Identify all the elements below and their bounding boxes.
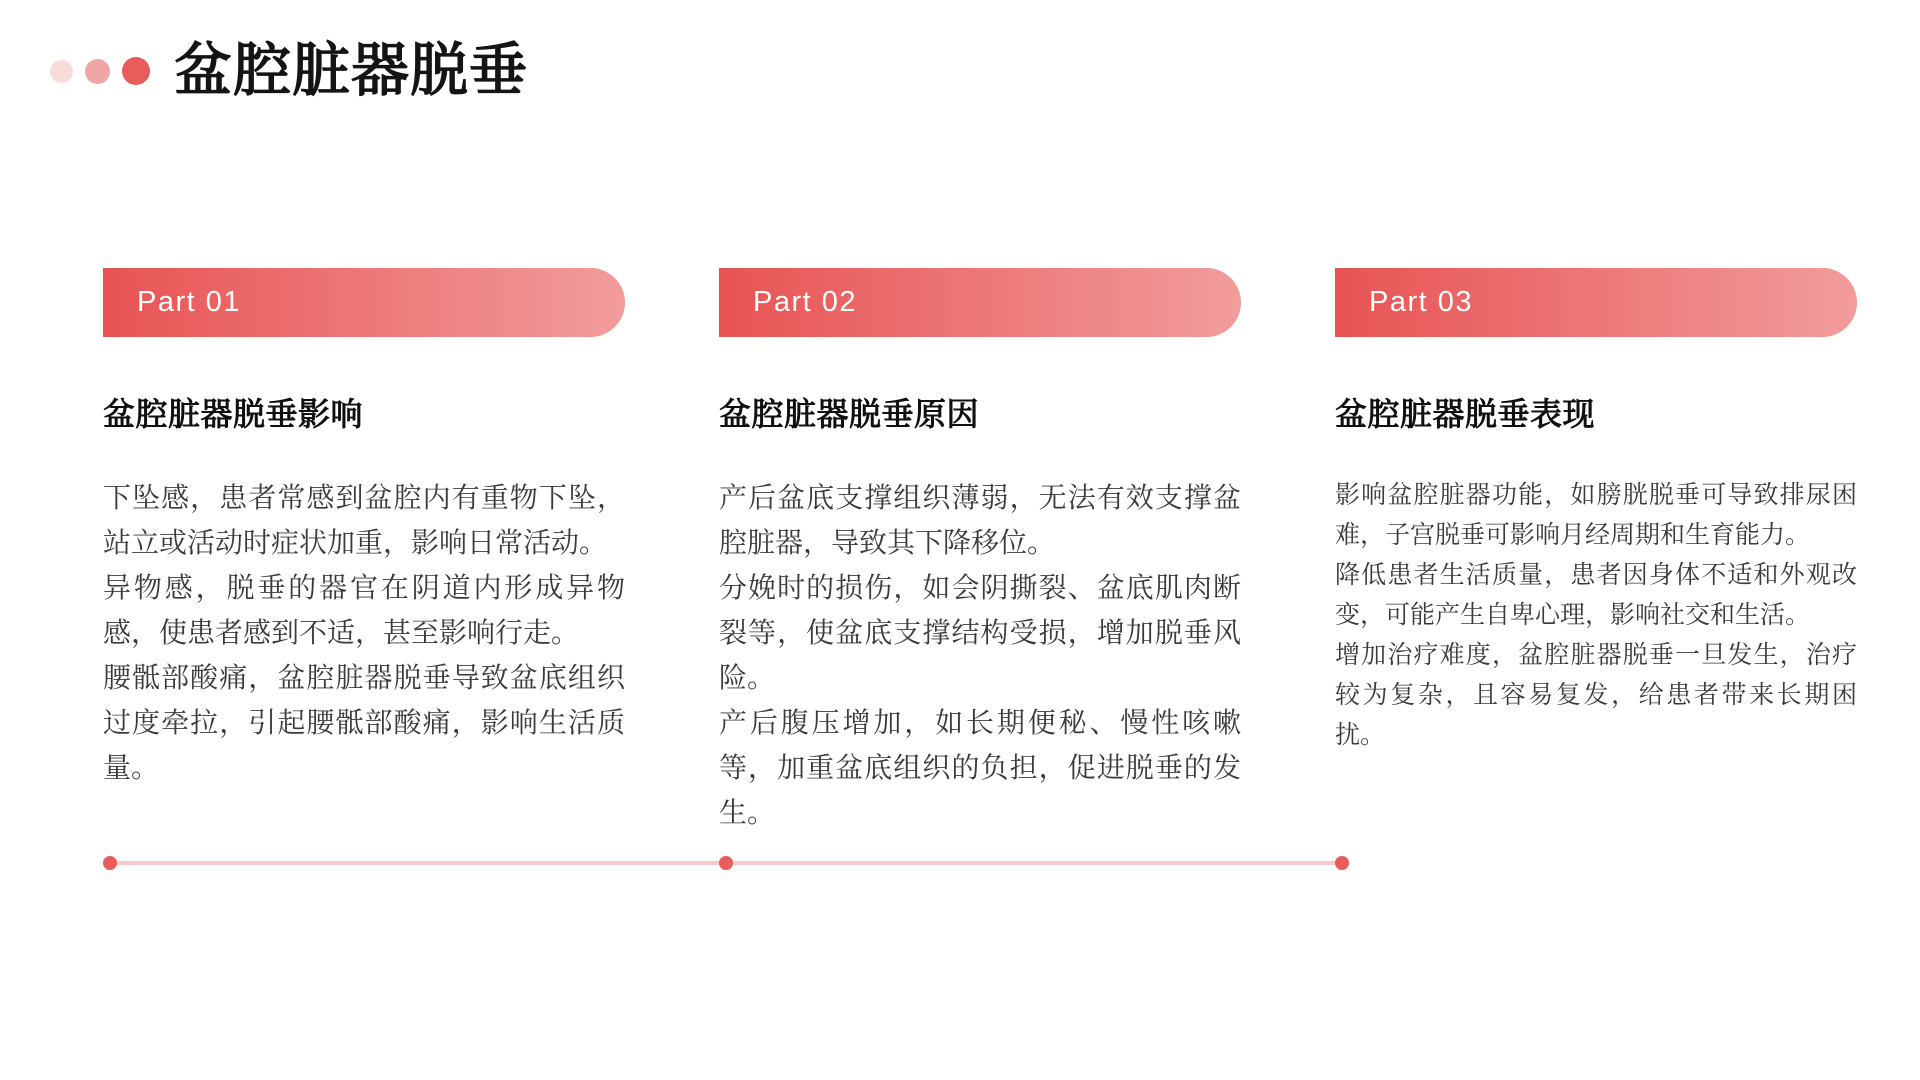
timeline: [103, 856, 1353, 870]
column-2-heading: 盆腔脏器脱垂原因: [719, 396, 980, 432]
column-1-heading: 盆腔脏器脱垂影响: [103, 396, 364, 432]
column-1-paragraph: 异物感，脱垂的器官在阴道内形成异物感，使患者感到不适，甚至影响行走。: [103, 572, 625, 648]
column-part-03: [1335, 268, 1857, 835]
timeline-dot-icon: [1335, 856, 1349, 870]
column-2-body: [719, 475, 1241, 835]
column-2-paragraph: 分娩时的损伤，如会阴撕裂、盆底肌肉断裂等，使盆底支撑结构受损，增加脱垂风险。: [719, 572, 1241, 693]
timeline-dot-icon: [719, 856, 733, 870]
timeline-dot-icon: [103, 856, 117, 870]
column-2-paragraph: 产后盆底支撑组织薄弱，无法有效支撑盆腔脏器，导致其下降移位。: [719, 482, 1241, 558]
column-3-body: [1335, 475, 1857, 755]
decor-dot-icon: [122, 57, 150, 85]
column-part-01: [103, 268, 625, 835]
page-title: 盆腔脏器脱垂: [174, 38, 529, 103]
part-01-label: Part 01: [137, 286, 241, 318]
column-3-paragraph: 影响盆腔脏器功能，如膀胱脱垂可导致排尿困难，子宫脱垂可影响月经周期和生育能力。: [1335, 481, 1857, 549]
decor-dot-icon: [50, 60, 73, 83]
decor-dots: [50, 57, 150, 85]
part-01-banner: [103, 268, 625, 337]
column-2-paragraph: 产后腹压增加，如长期便秘、慢性咳嗽等，加重盆底组织的负担，促进脱垂的发生。: [719, 707, 1241, 828]
part-02-label: Part 02: [753, 286, 857, 318]
decor-dot-icon: [85, 59, 110, 84]
column-1-paragraph: 腰骶部酸痛，盆腔脏器脱垂导致盆底组织过度牵拉，引起腰骶部酸痛，影响生活质量。: [103, 662, 625, 783]
column-1-body: [103, 475, 625, 790]
content-columns: [103, 268, 1857, 835]
column-3-paragraph: 降低患者生活质量，患者因身体不适和外观改变，可能产生自卑心理，影响社交和生活。: [1335, 561, 1857, 629]
column-part-02: [719, 268, 1241, 835]
slide-header: [50, 36, 528, 106]
column-3-heading: 盆腔脏器脱垂表现: [1335, 396, 1596, 432]
column-1-paragraph: 下坠感，患者常感到盆腔内有重物下坠，站立或活动时症状加重，影响日常活动。: [103, 482, 625, 558]
part-02-banner: [719, 268, 1241, 337]
column-3-paragraph: 增加治疗难度，盆腔脏器脱垂一旦发生，治疗较为复杂，且容易复发，给患者带来长期困扰。: [1335, 641, 1857, 749]
part-03-label: Part 03: [1369, 286, 1473, 318]
part-03-banner: [1335, 268, 1857, 337]
